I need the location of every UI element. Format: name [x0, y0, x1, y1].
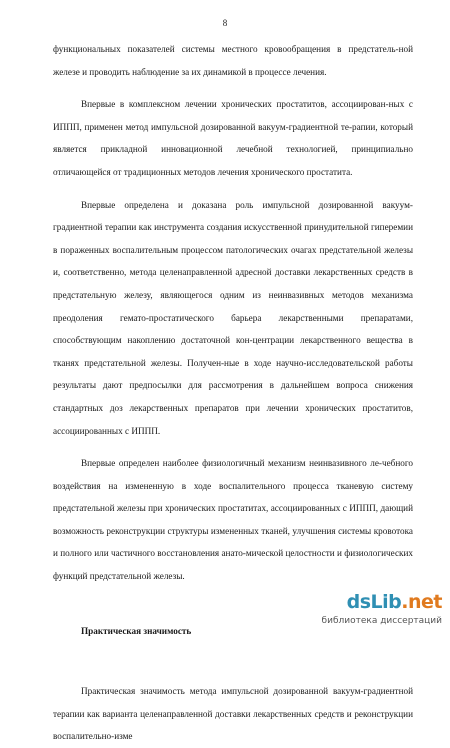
section-heading: Практическая значимость — [81, 625, 192, 636]
watermark[interactable] — [321, 591, 442, 631]
paragraph-novelty-3: Впервые определен наиболее физиологичный механизм неинвазивного ле-чебного воздействия на измененную в ходе воспалительного процесса тканевую систему предстательной железы при хронических простатитах, ассоциированных с ИППП, дающий возможность реконструкции структуры измененных тканей, улучшения системы кровотока и полного или частичного восстановления анато-мической целостности и физиологических функций предстательной железы. — [53, 458, 413, 582]
paragraph-novelty-2: Впервые определена и доказана роль импульсной дозированной вакуум-градиентной терапии как инструмента создания искусственной принудительной гиперемии в пораженных воспалительным процессом патологических очагах предстательной железы и, соответственно, метода целенаправленной адресной доставки лекарственных средств в предстательную железу, являющегося одним из неинвазивных методов механизма преодоления гемато-простатического барьера лекарственными препаратами, способствующим накоплению достаточной кон-центрации лекарственного вещества в тканях предстательной железы. Получен-ные в ходе научно-исследовательской работы результаты дают предпосылки для рассмотрения в дальнейшем вопроса снижения стандартных доз лекарственных препаратов при лечении хронических простатитов, ассоциированных с ИППП. — [53, 199, 413, 436]
logo-part-net: .net — [401, 591, 442, 613]
page-number: 8 — [222, 18, 228, 28]
paragraph-continuation: функциональных показателей системы местного кровообращения в предстатель-ной железе и проводить наблюдение за их динамикой в процессе лечения. — [53, 44, 413, 77]
watermark-caption: библиотека диссертаций — [321, 616, 442, 626]
document-body — [53, 38, 413, 748]
paragraph-practical: Практическая значимость метода импульсной дозированной вакуум-градиентной терапии как варианта целенаправленной доставки лекарственных средств и реконструкции воспалительно-изме — [53, 686, 413, 742]
watermark-logo — [347, 591, 442, 613]
paragraph-novelty-1: Впервые в комплексном лечении хронических простатитов, ассоциирован-ных с ИППП, применен метод импульсной дозированной вакуум-градиентной те-рапии, который является прикладной инновационной лечебной технологией, принципиально отличающейся от традиционных методов лечения хронического простатита. — [53, 99, 413, 177]
logo-part-dslib: dsLib — [346, 591, 402, 613]
